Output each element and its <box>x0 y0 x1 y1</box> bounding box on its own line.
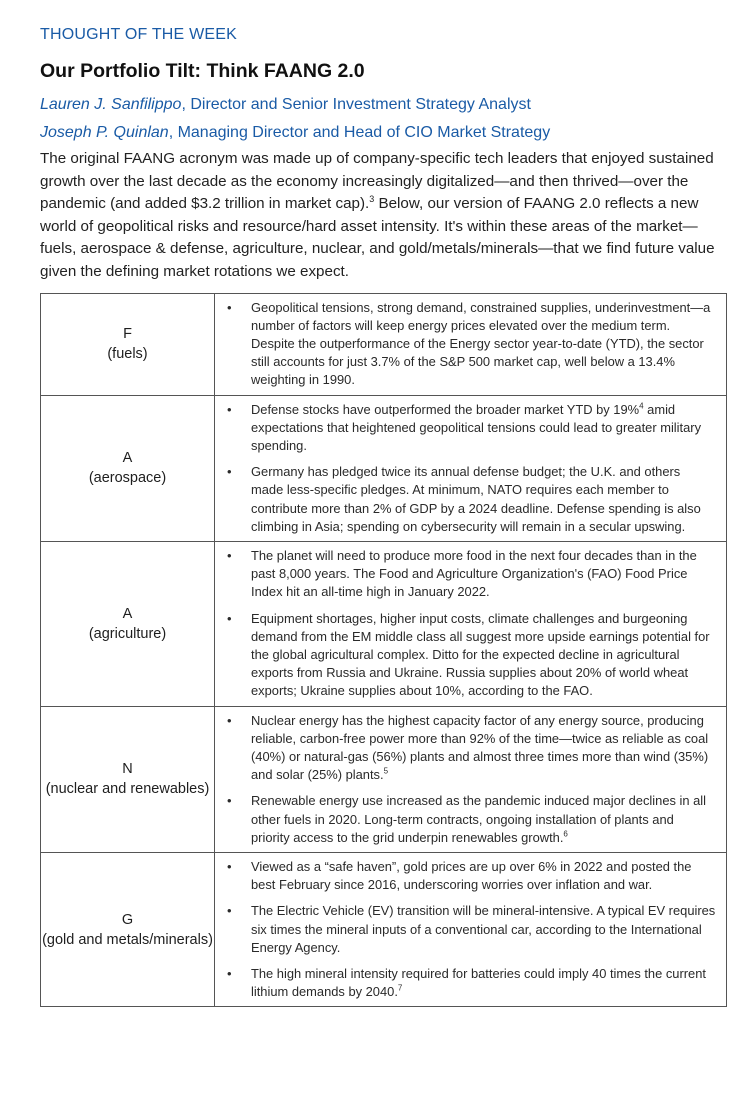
bullet-list <box>225 712 716 847</box>
bullet-list <box>225 547 716 701</box>
bullet-item <box>225 401 716 456</box>
bullet-item <box>225 965 716 1001</box>
author-role: , Director and Senior Investment Strategy Analyst <box>181 96 531 113</box>
footnote-ref: 4 <box>639 401 644 411</box>
bullet-text: Renewable energy use increased as the pandemic induced major declines in all other fuels in 2020. Long-term contracts, ongoing installation of plants and priority access to the grid underpin renewables growth. <box>251 793 707 845</box>
table-row <box>41 706 727 852</box>
bullet-text: The high mineral intensity required for batteries could imply 40 times the current lithium demands by 2040. <box>251 966 706 1000</box>
bullets-cell <box>215 542 727 707</box>
footnote-ref: 7 <box>397 983 403 993</box>
author-name: Joseph P. Quinlan <box>40 124 169 141</box>
bullet-icon: • <box>227 464 232 480</box>
bullets-cell <box>215 395 727 541</box>
section-kicker: THOUGHT OF THE WEEK <box>40 26 237 43</box>
bullet-item <box>225 610 716 701</box>
bullet-icon: • <box>227 903 232 919</box>
author-line-2 <box>40 122 730 144</box>
bullet-text: The Electric Vehicle (EV) transition will be mineral-intensive. A typical EV requires six times the mineral inputs of a conventional car, according to the International Energy Agency. <box>251 903 716 955</box>
bullet-icon: • <box>227 966 232 982</box>
bullet-text: Germany has pledged twice its annual defense budget; the U.K. and others made less-specific pledges. At minimum, NATO requires each member to contribute more than 2% of GDP by a 2024 deadline. Defense spending is also climbing in Asia; spending on cybersecurity will remain in a secular upswing. <box>251 464 701 534</box>
bullet-icon: • <box>227 610 232 626</box>
faang-table <box>40 293 727 1008</box>
bullet-text-tail: amid expectations that heightened geopolitical tensions could lead to greater military spending. <box>251 401 702 453</box>
bullet-item <box>225 547 716 602</box>
bullet-item <box>225 463 716 536</box>
intro-text-part2: Below, our version of FAANG 2.0 reflects a new world of geopolitical risks and resource/hard asset intensity. It's within these areas of the market—fuels, aerospace & defense, agriculture, nuclear, and gold/metals/minerals—that we find future value given the defining market rotations we expect. <box>40 195 715 280</box>
intro-text-part1: The original FAANG acronym was made up of company-specific tech leaders that enjoyed sustained growth over the last decade as the economy increasingly digitalized—and then thrived—over the pandemic (and added $3.2 trillion in market cap). <box>40 150 714 213</box>
bullet-text: Nuclear energy has the highest capacity factor of any energy source, producing reliable, carbon-free power more than 92% of the time—twice as reliable as coal (40%) or natural-gas (56%) plants and almost three times more than wind (35%) and solar (25%) plants. <box>251 712 709 783</box>
footnote-ref: 5 <box>383 766 389 776</box>
author-line-1 <box>40 94 730 116</box>
bullet-item <box>225 299 716 390</box>
theme-cell <box>41 706 215 852</box>
theme-label: (agriculture) <box>88 625 167 642</box>
footnote-ref: 3 <box>369 194 375 205</box>
bullet-icon: • <box>227 299 232 315</box>
theme-cell <box>41 395 215 541</box>
bullet-text: Equipment shortages, higher input costs, climate challenges and burgeoning demand from the EM middle class all suggest more upside earnings potential for the global agricultural complex. Ditto for the expected decline in agricultural exports from Russia and Ukraine. Russia supplies about 20% of world wheat exports; Ukraine supplies about 10%, according to the FAO. <box>251 610 710 699</box>
bullets-cell <box>215 853 727 1007</box>
bullet-list <box>225 299 716 390</box>
theme-cell <box>41 853 215 1007</box>
bullet-text: Defense stocks have outperformed the broader market YTD by 19% <box>251 401 640 417</box>
intro-paragraph <box>40 148 730 284</box>
table-row <box>41 395 727 541</box>
bullet-item <box>225 792 716 847</box>
theme-label: (aerospace) <box>88 470 167 487</box>
theme-letter: F <box>123 326 132 343</box>
theme-label: (nuclear and renewables) <box>45 781 210 798</box>
bullet-icon: • <box>227 548 232 563</box>
table-row <box>41 853 727 1007</box>
bullet-icon: • <box>227 712 232 728</box>
theme-letter: A <box>122 450 133 467</box>
bullet-list <box>225 858 716 1001</box>
bullet-item <box>225 712 716 785</box>
bullet-icon: • <box>227 401 232 417</box>
footnote-ref: 6 <box>563 829 568 839</box>
theme-cell <box>41 542 215 707</box>
author-role: , Managing Director and Head of CIO Market Strategy <box>168 124 551 141</box>
bullet-item <box>225 858 716 894</box>
bullet-text: Viewed as a “safe haven”, gold prices are up over 6% in 2022 and posted the best February since 2016, underscoring worries over inflation and war. <box>251 859 692 893</box>
bullet-list <box>225 401 716 536</box>
theme-label: (fuels) <box>107 346 148 363</box>
theme-cell <box>41 293 215 395</box>
bullets-cell <box>215 706 727 852</box>
article-title: Our Portfolio Tilt: Think FAANG 2.0 <box>40 60 365 82</box>
table-row <box>41 293 727 395</box>
bullet-text: Geopolitical tensions, strong demand, constrained supplies, underinvestment—a number of factors will keep energy prices elevated over the medium term. Despite the outperformance of the Energy sector year-to-date (YTD), the sector still accounts for just 3.7% of the S&P 500 market cap, well below a 13.4% weighting in 1990. <box>251 299 711 388</box>
bullet-icon: • <box>227 793 232 809</box>
table-row <box>41 542 727 707</box>
theme-letter: A <box>122 605 133 622</box>
theme-letter: N <box>122 761 133 778</box>
author-name: Lauren J. Sanfilippo <box>40 96 182 113</box>
bullets-cell <box>215 293 727 395</box>
bullet-item <box>225 902 716 957</box>
document-page <box>40 24 730 1007</box>
theme-label: (gold and metals/minerals) <box>42 931 213 948</box>
bullet-text: The planet will need to produce more food in the next four decades than in the past 8,000 years. The Food and Agriculture Organization's (FAO) Food Price Index hit an all-time high in January 2022. <box>251 548 697 600</box>
bullet-icon: • <box>227 859 232 875</box>
theme-letter: G <box>121 911 134 928</box>
